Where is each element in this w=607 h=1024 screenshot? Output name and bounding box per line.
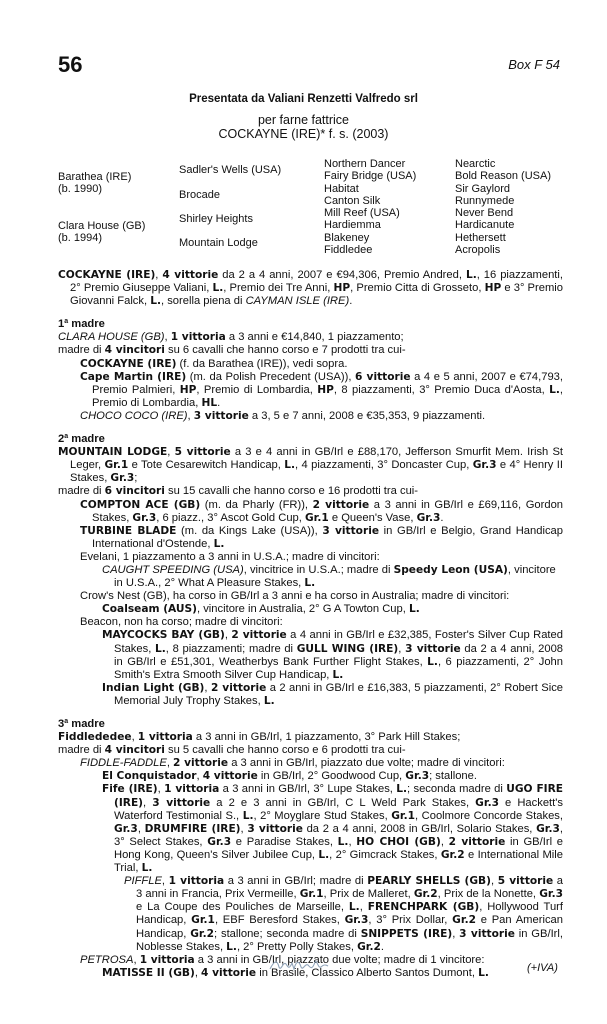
produce-record: Coalseam (AUS), vincitore in Australia, 2° G A Towton Cup, L. [102,603,420,616]
pedigree-g3-cell: Sir Gaylord [455,183,511,195]
pedigree-g2-cell: Northern Dancer [324,158,406,170]
produce-record: madre di 4 vincitori su 6 cavalli che hanno corso e 7 prodotti tra cui- [58,344,406,357]
pedigree-g3-cell: Runnymede [455,195,515,207]
produce-record: PETROSA, 1 vittoria a 3 anni in GB/Irl, piazzato due volte; madre di 1 vincitore: [80,953,485,966]
heading-superscript: a [64,433,69,441]
produce-record: MATISSE II (GB), 4 vittorie in Brasile, Classico Alberto Santos Dumont, L. [102,966,489,979]
produce-record: CAUGHT SPEEDING (USA), vincitrice in U.S.A.; madre di Speedy Leon (USA), vincitore in U.S.A., 2° What A Pleasure Stakes, L. [102,563,556,590]
catalogue-body [58,269,563,980]
produce-record: El Conquistador, 4 vittorie in GB/Irl, 2° Goodwood Cup, Gr.3; stallone. [102,770,477,783]
heading-superscript: a [64,318,69,326]
dam-year: (b. 1994) [58,232,103,244]
heading-number: 3 [58,718,65,730]
produce-record: Beacon, non ha corso; madre di vincitori: [80,616,283,629]
produce-record: TURBINE BLADE (m. da Kings Lake (USA)), 3 vittorie in GB/Irl e Belgio, Grand Handicap International d'Ostende, L. [80,524,563,550]
pedigree-g3-cell: Acropolis [455,244,501,256]
produce-record: COCKAYNE (IRE) (f. da Barathea (IRE)), vedi sopra. [80,357,348,370]
horse-summary: COCKAYNE (IRE), 4 vittorie da 2 a 4 anni, 2007 e €94,306, Premio Andred, L., 16 piazzamenti, 2° Premio Giuseppe Valiani, L., Premio dei Tre Anni, HP, Premio Citta di Grosseto, HP e 3° Premio Giovanni Falck, L., sorella piena di CAYMAN ISLE (IRE). [58,269,564,308]
sire-year: (b. 1990) [58,183,103,195]
produce-record: Fife (IRE), 1 vittoria a 3 anni in GB/Irl, 3° Lupe Stakes, L.; seconda madre di UGO FIRE (IRE), 3 vittorie a 2 e 3 anni in GB/Irl, C L Weld Park Stakes, Gr.3 e Hackett's Waterford Testimonial S., L., 2° Moyglare Stud Stakes, Gr.1, Coolmore Concorde Stakes, Gr.3, DRUMFIRE (IRE), 3 vittorie da 2 a 4 anni, 2008 in GB/Irl, Solario Stakes, Gr.3, 3° Select Stakes, Gr.3 e Paradise Stakes, L., HO CHOI (GB), 2 vittorie in GB/Irl e Hong Kong, Queen's Silver Jubilee Cup, L., 2° Gimcrack Stakes, Gr.2 e International Mile Trial, L. [102,783,564,875]
produce-record: PIFFLE, 1 vittoria a 3 anni in GB/Irl; madre di PEARLY SHELLS (GB), 5 vittorie a 3 anni in Francia, Prix Vermeille, Gr.1, Prix de Malleret, Gr.2, Prix de la Nonette, Gr.3 e La Coupe des Pouliches de Marseille, L., FRENCHPARK (GB), Hollywood Turf Handicap, Gr.1, EBF Beresford Stakes, Gr.3, 3° Prix Dollar, Gr.2 e Pan American Handicap, Gr.2; stallone; seconda madre di SNIPPETS (IRE), 3 vittorie in GB/Irl, Noblesse Stakes, L., 2° Pretty Polly Stakes, Gr.2. [124,875,564,953]
pedigree-g2-cell: Fairy Bridge (USA) [324,170,417,182]
box-reference: Box F 54 [508,57,560,72]
sire-name: Barathea (IRE) [58,171,132,183]
produce-record: madre di 4 vincitori su 5 cavalli che hanno corso e 6 prodotti tra cui- [58,744,406,757]
produce-record: CLARA HOUSE (GB), 1 vittoria a 3 anni e €14,840, 1 piazzamento; [58,331,404,344]
produce-record: madre di 6 vincitori su 15 cavalli che hanno corso e 16 prodotti tra cui- [58,485,418,498]
produce-record: Evelani, 1 piazzamento a 3 anni in U.S.A.; madre di vincitori: [80,550,380,563]
produce-record: Fiddlededee, 1 vittoria a 3 anni in GB/Irl, 1 piazzamento, 3° Park Hill Stakes; [58,731,461,744]
pedigree-g3-cell: Nearctic [455,158,496,170]
pedigree-g3-cell: Never Bend [455,207,514,219]
pedigree-g2-cell: Mill Reef (USA) [324,207,400,219]
horse-title: COCKAYNE (IRE)* f. s. (2003) [218,127,389,141]
heading-word: madre [68,433,105,446]
presenter-line: Presentata da Valiani Renzetti Valfredo srl [189,93,418,105]
purpose-block [0,113,607,141]
pedigree-g3-cell: Bold Reason (USA) [455,170,551,182]
pedigree-g2-cell: Habitat [324,183,359,195]
dam-section-heading [58,718,563,731]
pedigree-g2-cell: Blakeney [324,232,370,244]
produce-record: COMPTON ACE (GB) (m. da Pharly (FR)), 2 vittorie a 3 anni in GB/Irl e £69,116, Gordon Stakes, Gr.3, 6 piazz., 3° Ascot Gold Cup, Gr.1 e Queen's Vase, Gr.3. [80,498,564,524]
pedigree-g1-cell: Brocade [179,189,220,201]
pedigree-g1-cell: Sadler's Wells (USA) [179,164,282,176]
signature-icon [268,955,330,975]
pedigree-g2-cell: Canton Silk [324,195,381,207]
produce-record: CHOCO COCO (IRE), 3 vittorie a 3, 5 e 7 anni, 2008 e €35,353, 9 piazzamenti. [80,409,486,422]
pedigree-g3-cell: Hardicanute [455,219,515,231]
dam-section-heading [58,318,563,331]
pedigree-g1-cell: Mountain Lodge [179,237,258,249]
lot-number: 56 [58,52,83,77]
dam-name: Clara House (GB) [58,220,146,232]
pedigree-g2-cell: Hardiemma [324,219,381,231]
purpose-line: per farne fattrice [257,113,349,127]
produce-record: Cape Martin (IRE) (m. da Polish Precedent (USA)), 6 vittorie a 4 e 5 anni, 2007 e €74,793, Premio Palmieri, HP, Premio di Lombardia, HP, 8 piazzamenti, 3° Premio Duca d'Aosta, L., Premio di Lombardia, HL. [80,370,564,409]
dam-section-heading [58,433,563,446]
heading-number: 2 [58,433,65,446]
pedigree-g3-cell: Hethersett [455,232,506,244]
produce-record: Indian Light (GB), 2 vittorie a 2 anni in GB/Irl e £16,383, 5 piazzamenti, 2° Robert Sice Memorial July Trophy Stakes, L. [102,681,564,707]
produce-record: FIDDLE-FADDLE, 2 vittorie a 3 anni in GB/Irl, piazzato due volte; madre di vincitori: [80,757,505,770]
heading-word: madre [68,318,105,331]
produce-record: Crow's Nest (GB), ha corso in GB/Irl a 3 anni e ha corso in Australia; madre di vincitori: [80,590,510,603]
heading-superscript: a [64,718,69,725]
vat-note: (+IVA) [527,962,558,974]
heading-number: 1 [58,318,65,331]
heading-word: madre [68,718,105,730]
pedigree-g1-cell: Shirley Heights [179,213,253,225]
pedigree-g2-cell: Fiddledee [324,244,373,256]
produce-record: MAYCOCKS BAY (GB), 2 vittorie a 4 anni in GB/Irl e £32,385, Foster's Silver Cup Rated Stakes, L., 8 piazzamenti; madre di GULL WING (IRE), 3 vittorie da 2 a 4 anni, 2008 in GB/Irl e £51,301, Weatherbys Bank Further Flight Stakes, L., 6 piazzamenti, 2° John Smith's Extra Smooth Silver Cup Handicap, L. [102,629,564,681]
produce-record: MOUNTAIN LODGE, 5 vittorie a 3 e 4 anni in GB/Irl e £88,170, Jefferson Smurfit Mem. Irish St Leger, Gr.1 e Tote Cesarewitch Handicap, L., 4 piazzamenti, 3° Doncaster Cup, Gr.3 e 4° Henry II Stakes, Gr.3; [58,446,564,485]
